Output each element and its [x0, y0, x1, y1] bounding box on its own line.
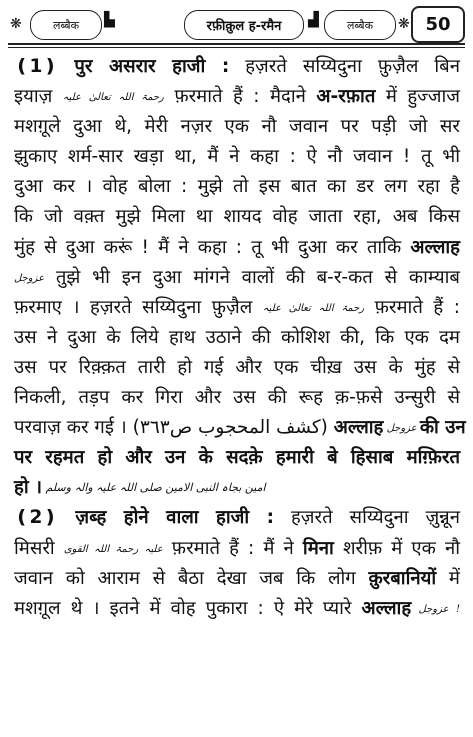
text-span: उस पर रिक़्क़त तारी हो गई और एक चीख़ उस के मुंह से: [14, 356, 460, 378]
header-rule-thin: [8, 47, 465, 48]
text-span: जवान को आराम से बैठा देखा जब कि लोग: [14, 567, 369, 589]
text-line: [14, 443, 460, 473]
text-span: परवाज़ कर गई । (كشف المحجوب ص٣٦٣): [14, 417, 334, 439]
arabic-honorific: عزوجل !: [411, 603, 460, 615]
text-span: मशग़ूले दुआ थे, मेरी नज़र एक नौ जवान पर पड़ी जो सर: [14, 116, 460, 138]
text-line: [14, 383, 460, 413]
arabic-honorific: رحمۃ اللہ تعالیٰ علیہ: [62, 92, 164, 104]
right-label: लब्बैक: [324, 10, 396, 40]
text-line: [14, 534, 460, 564]
text-span: निकली, तड़प कर गिरा और उस की रूह क़-फ़से उन्सुरी से: [14, 387, 460, 409]
text-line: [14, 413, 466, 443]
text-span: फ़रमाए । हज़रते सय्यिदुना फ़ुज़ैल: [14, 296, 263, 318]
page-body: [14, 52, 466, 624]
ornament-icon: ❋: [10, 16, 22, 32]
text-span: दुआ कर । वोह बोला : मुझे तो इस बात का डर लग रहा है: [14, 176, 460, 198]
text-span: मशग़ूल थे । इतने में वोह पुकारा : ऐ मेरे प्यारे: [14, 597, 362, 619]
emphasis: हो ।: [14, 477, 43, 499]
text-line: [14, 142, 460, 172]
text-span: मिसरी: [14, 537, 64, 559]
text-line: [14, 233, 460, 263]
emphasis: की उन: [419, 417, 466, 439]
text-line: [14, 473, 460, 503]
text-line: [14, 82, 460, 112]
emphasis: मिना: [302, 537, 334, 559]
arabic-honorific: علیہ رحمۃ اللہ القوی: [63, 543, 163, 555]
emphasis: क़ुरबानियों: [368, 567, 437, 589]
text-span: कि जो वक़्त मुझे मिला था शायद वोह जाता रहा, अब किस: [14, 206, 460, 228]
emphasis: अ-रफ़ात: [316, 86, 376, 108]
text-span: मुंह से दुआ करूं ! मैं ने कहा : तू भी दुआ कर ताकि: [14, 236, 411, 258]
section-heading: ❪1❫ पुर असरार हाजी :: [14, 56, 230, 77]
text-line: [14, 323, 460, 353]
arabic-honorific: عزوجل: [14, 272, 45, 284]
left-label: लब्बैक: [30, 10, 102, 40]
text-span: फ़रमाते हैं : मैं ने: [162, 537, 303, 559]
text-line: [14, 263, 460, 293]
text-span: फ़रमाते हैं :: [364, 296, 460, 318]
ornament-icon: ❋: [398, 16, 410, 32]
text-span: तुझे भी इन दुआ मांगने वालों की ब-र-कत से काम्याब: [44, 266, 460, 288]
header-rule: [8, 43, 465, 45]
text-span: शरीफ़ में एक नौ: [333, 537, 460, 559]
kaaba-icon: ▙: [104, 12, 115, 28]
page-header: [8, 6, 465, 46]
text-line: [14, 594, 460, 624]
text-span: हज़रते सय्यिदुना फ़ुज़ैल बिन: [245, 56, 460, 77]
text-span: हज़रते सय्यिदुना ज़ुन्नून: [290, 507, 460, 529]
text-span: झुकाए शर्म-सार खड़ा था, मैं ने कहा : ऐ नौ जवान ! तू भी: [14, 146, 460, 168]
arabic-dua: امین بجاہ النبی الامین صلی اللہ علیہ والہ وسلم: [42, 481, 266, 495]
text-span: फ़रमाते हैं : मैदाने: [163, 86, 317, 108]
page-number: 50: [411, 6, 465, 43]
text-span: इयाज़: [14, 86, 63, 108]
arabic-honorific: عزوجل: [383, 423, 420, 435]
text-line: [14, 503, 460, 533]
text-line: [14, 353, 460, 383]
text-line: [14, 564, 460, 594]
arabic-honorific: رحمۃ اللہ تعالیٰ علیہ: [262, 302, 365, 314]
section-heading: ❪2❫ ज़ब्ह होने वाला हाजी :: [14, 507, 275, 529]
text-line: [14, 112, 460, 142]
text-line: [14, 52, 460, 82]
dome-icon: ▟: [308, 12, 319, 28]
book-title: रफ़ीक़ुल ह-रमैन: [184, 10, 304, 40]
text-span: पर रहमत हो और उन के सदक़े हमारी बे हिसाब मग़्फ़िरत: [14, 447, 460, 469]
emphasis: अल्लाह: [333, 417, 384, 439]
text-line: [14, 172, 460, 202]
emphasis: अल्लाह: [410, 236, 460, 258]
text-line: [14, 202, 460, 232]
text-span: उस ने दुआ के लिये हाथ उठाने की कोशिश की, कि एक दम: [14, 326, 460, 348]
text-line: [14, 293, 460, 323]
emphasis: अल्लाह: [361, 597, 412, 619]
text-span: में: [436, 567, 460, 589]
text-span: में हुज्जाज: [375, 86, 460, 108]
